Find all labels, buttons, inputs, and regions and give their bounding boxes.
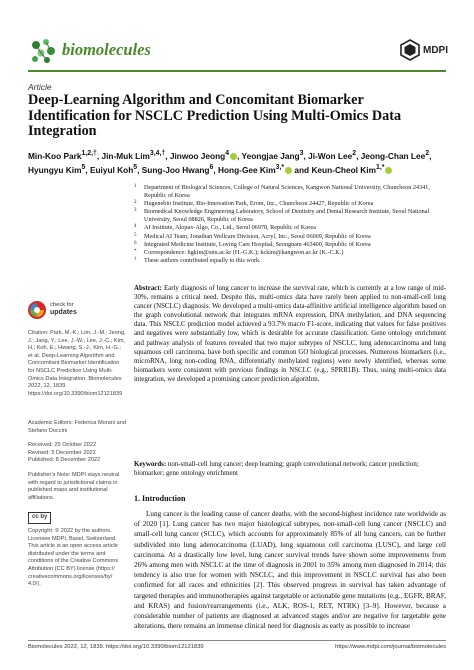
publisher-name: MDPI <box>423 44 448 56</box>
author-5[interactable]: Ji-Won Lee$^2$ <box>308 150 357 161</box>
introduction-paragraph: Lung cancer is the leading cause of cancer deaths, with the second-highest incidence rate worldwide as of 2020 [1]. Lung cancer has two major histological subtypes, non-small-cell lung cancer (NSCLC) and small-cell lung cancer (SCLC), which accounts for approximately 85% of all lung cancers, can be further subdivided into lung adenocarcinoma (LUAD), lung squamous cell carcinoma (LUSC), and large cell carcinoma. At a drastically low level, lung cancer survival trends have shown some improvements from 26% among men with NSCLC at the time of diagnosis in 2001 to 35% among men diagnosed in 2014; this tendency is also true for women with NSCLC, and this improvement in NSCLC survival has also been confirmed for all races and ethnicities [2]. This observed progress in survival has taken advantage of targeted therapies and immunotherapies against targetable or actionable gene mutations (e.g., EGFR, BRAF, and KRAS) and fusion/rearrangements (i.e., ALK, ROS-1, RET, NTRK) [3–9]. However, because a considerable number of patients are diagnosed at advanced stages and/or are negative for targetable gene alterations, there remains an immense clinical need for diagnosis as early as possible to increase <box>134 510 446 631</box>
footer-citation[interactable]: Biomolecules 2022, 12, 1839. https://doi.org/10.3390/biom12121839 <box>28 644 204 650</box>
journal-header <box>28 36 448 66</box>
author-1[interactable]: Min-Koo Park$^{1,2,\dagger}$ <box>28 150 97 161</box>
mdpi-mark-icon <box>399 39 421 61</box>
abstract-text: Early diagnosis of lung cancer to increase the survival rate, which is currently at a low range of mid-30%, remains a critical need. Despite this, multi-omics data have rarely been applied to non-small-cell lung cancer (NSCLC) diagnosis. We developed a multi-omics data-affinitive artificial intelligence algorithm based on the graph convolutional network that integrates mRNA expression, DNA methylation, and DNA sequencing data. This NSCLC prediction model achieved a 93.7% macro F1-score, indicating that values for false positives and negatives were substantially low, which is desirable for accurate classification. Gene ontology enrichment and pathway analysis of features revealed that two major subtypes of NSCLC, lung adenocarcinoma and lung squamous cell carcinoma, have both specific and common GO biological processes. Numerous biomarkers (i.e., microRNA, long non-coding RNA, differentially methylated regions) were newly identified, whereas some biomarkers were consistent with previous findings in NSCLC (e.g., SPRR1B). Thus, using multi-omics data integration, we developed a promising cancer prediction algorithm. <box>134 285 446 383</box>
footer-rule <box>28 640 446 641</box>
keywords-text: non-small-cell lung cancer; deep learning; graph convolutional network; cancer prediction; biomarker; gene ontology enrichment <box>134 461 419 478</box>
author-3[interactable]: Jinwoo Jeong$^4$ <box>170 151 237 161</box>
mdpi-logo[interactable] <box>399 38 448 62</box>
affiliation-item: 1 Department of Biological Sciences, College of Natural Sciences, Kangwon National University, Chuncheon 24341, Republic of Korea <box>134 184 430 200</box>
citation-block: Citation: Park, M.-K.; Lim, J.-M.; Jeong, J.; Jang, Y.; Lee, J.-W.; Lee, J.-C.; Kim, H.; Koh, E.; Hwang, S.-J.; Kim, H.-G.; et al. Deep-Learning Algorithm and Concomitant Biomarker Identification for NSCLC Prediction Using Multi-Omics Data Integration. Biomolecules 2022, 12, 1839. https://doi.org/10.3390/biom12121839 <box>28 330 126 397</box>
cc-by-badge[interactable]: cc by <box>28 512 51 524</box>
affiliation-item: 3 Biomedical Knowledge Engineering Laboratory, School of Dentistry and Dental Research Institute, Seoul National University, Seoul 08826, Republic of Korea <box>134 208 430 224</box>
author-8[interactable]: Euiyul Koh$^5$ <box>89 163 138 175</box>
author-list: Min-Koo Park$^{1,2,\dagger}$, Jin-Muk Lim$^{3,4,\dagger}$, Jinwoo Jeong$^4$ , Yeongjae Jang$^3$, Ji-Won Lee$^2$, Jeong-Chan Lee$^2$, Hyungyu Kim$^5$, Euiyul Koh$^5$, Sung-Joo Hwang$^6$, Hong-Gee Kim$^{3,*}$ and Keun-Cheol Kim$^{1,*}$ <box>28 150 432 175</box>
keywords <box>134 460 446 478</box>
license-badge-wrap[interactable] <box>28 510 126 524</box>
copyright-block: Copyright: © 2022 by the authors. Licensee MDPI, Basel, Switzerland. This article is an open access article distributed under the terms and conditions of the Creative Commons Attribution (CC BY) license (https:// creativecommons.org/licenses/by/ 4.0/). <box>28 528 119 588</box>
article-type: Article <box>28 82 52 92</box>
orcid-icon[interactable] <box>385 167 392 174</box>
keywords-label: Keywords: <box>134 461 167 468</box>
academic-editors: Academic Editors: Federica Morani and Stefano Doccini <box>28 420 126 434</box>
publishers-note: Publisher’s Note: MDPI stays neutral with regard to jurisdictional claims in published maps and institutional affiliations. <box>28 472 120 501</box>
orcid-icon[interactable] <box>230 153 237 160</box>
author-7[interactable]: Hyungyu Kim$^5$ <box>28 163 86 175</box>
orcid-icon[interactable] <box>285 167 292 174</box>
affiliation-item: 4 AI Institute, Alopax-Algo, Co., Ltd., Seoul 06978, Republic of Korea <box>134 224 316 232</box>
biomolecules-logo-icon <box>28 36 58 66</box>
check-for-updates-button[interactable]: check for updates <box>28 300 108 322</box>
author-6[interactable]: Jeong-Chan Lee$^2$ <box>360 150 430 161</box>
header-rule <box>28 70 446 72</box>
author-4[interactable]: Yeongjae Jang$^3$ <box>241 150 304 161</box>
author-9[interactable]: Sung-Joo Hwang$^6$ <box>141 163 214 175</box>
dates-block <box>28 442 126 465</box>
author-10[interactable]: Hong-Gee Kim$^{3,*}$ <box>218 165 292 175</box>
footer-journal-link[interactable]: https://www.mdpi.com/journal/biomolecules <box>335 644 446 650</box>
affiliation-item: 2 Hugenebio Institute, Bio-Innovation Park, Erom, Inc., Chuncheon 24427, Republic of Korea <box>134 200 374 208</box>
journal-name: biomolecules <box>62 40 151 59</box>
correspondence[interactable]: * Correspondence: hgkim@snu.ac.kr (H.-G.K.); kckim@kangwon.ac.kr (K.-C.K.) <box>134 248 344 256</box>
affiliation-item: 5 Medical AI Team, Jonathan Wellcare Division, Acryl, Inc., Seoul 06069, Republic of Korea <box>134 232 371 240</box>
affiliation-item: 6 Integrated Medicine Institute, Loving Care Hospital, Seongnam 463400, Republic of Korea <box>134 240 371 248</box>
published-date: Published: 8 December 2022 <box>28 457 101 464</box>
section-heading-introduction: 1. Introduction <box>134 494 186 503</box>
author-2[interactable]: Jin-Muk Lim$^{3,4,\dagger}$ <box>101 150 166 161</box>
received-date: Received: 25 October 2022 <box>28 442 97 448</box>
article-title: Deep-Learning Algorithm and Concomitant Biomarker Identification for NSCLC Prediction Using Multi-Omics Data Integration <box>28 92 402 139</box>
abstract-label: Abstract: <box>134 285 162 292</box>
abstract <box>134 284 446 384</box>
equal-contribution-note: † These authors contributed equally to this work. <box>134 256 261 264</box>
revised-date: Revised: 5 December 2022 <box>28 449 96 456</box>
author-11[interactable]: Keun-Cheol Kim$^{1,*}$ <box>311 165 392 175</box>
affiliation-list <box>134 184 444 265</box>
check-updates-icon <box>28 301 46 319</box>
